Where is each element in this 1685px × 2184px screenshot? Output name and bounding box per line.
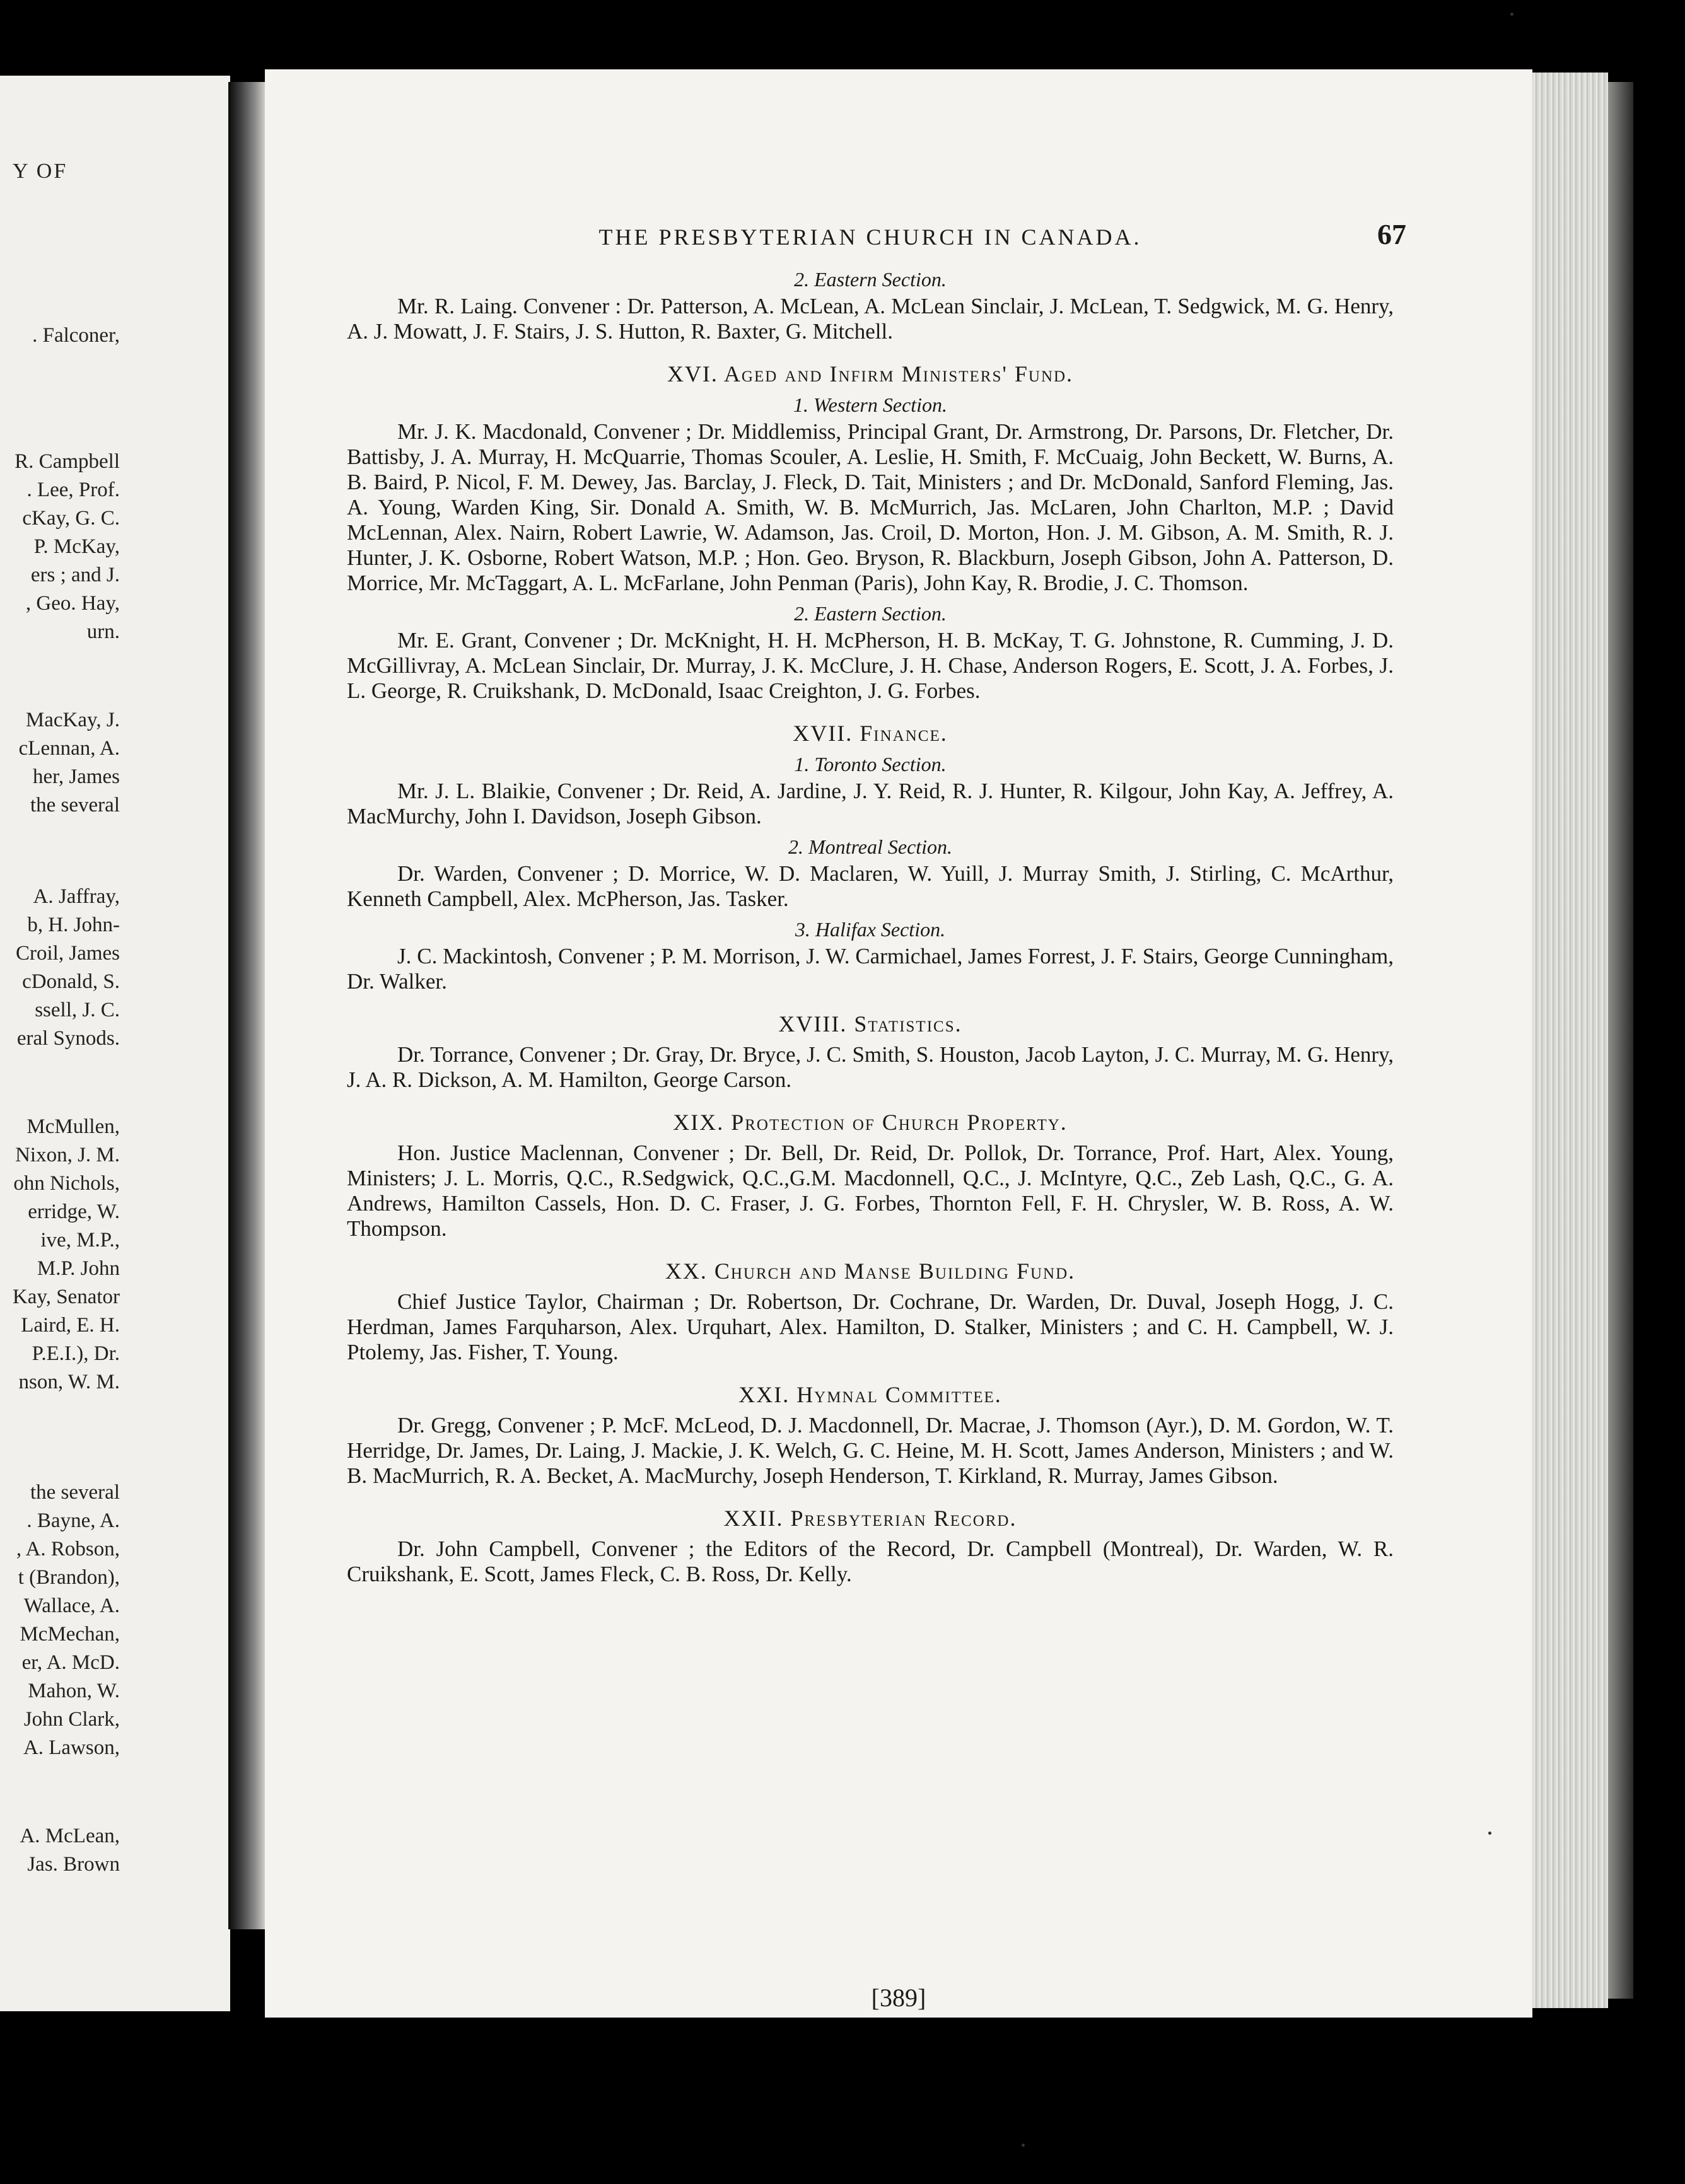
member-list-paragraph: Chief Justice Taylor, Chairman ; Dr. Robertson, Dr. Cochrane, Dr. Warden, Dr. Duval, Joseph Hogg, J. C. Herdman, James Farquharson, Alex. Urquhart, Alex. Hamilton, D. Stalker, Ministers ; and C. H. Campbell, W. J. Ptolemy, Jas. Fisher, T. Young. [347, 1289, 1394, 1364]
left-page-text-fragment: John Clark, [23, 1708, 120, 1731]
left-page-text-fragment: A. McLean, [20, 1825, 120, 1847]
left-page-text-fragment: er, A. McD. [21, 1651, 120, 1674]
left-page-text-fragment: Jas. Brown [27, 1853, 120, 1876]
scan-speck [1022, 2144, 1025, 2147]
book-gutter [228, 82, 266, 1929]
left-page-text-fragment: M.P. John [37, 1257, 120, 1280]
left-page-text-fragment: Wallace, A. [23, 1594, 120, 1617]
left-page-text-fragment: the several [30, 794, 120, 816]
left-page-text-fragment: Laird, E. H. [21, 1314, 120, 1337]
left-page-text-fragment: ssell, J. C. [35, 999, 120, 1021]
subsection-title: 1. Toronto Section. [794, 753, 947, 775]
left-page-text-fragment: ers ; and J. [30, 564, 120, 586]
left-page-text-fragment: cKay, G. C. [22, 507, 120, 530]
member-list-paragraph: Mr. R. Laing. Convener : Dr. Patterson, A. McLean, A. McLean Sinclair, J. McLean, T. Sedgwick, M. G. Henry, A. J. Mowatt, J. F. Stairs, J. S. Hutton, R. Baxter, G. Mitchell. [347, 294, 1394, 344]
subsection-title: 2. Montreal Section. [788, 835, 953, 858]
left-page-text-fragment: . Lee, Prof. [26, 479, 120, 501]
section-title: XVIII. Statistics. [778, 1011, 962, 1037]
left-page-text-fragment: , Geo. Hay, [25, 592, 120, 615]
left-page-text-fragment: Kay, Senator [12, 1286, 120, 1308]
left-page-text-fragment: t (Brandon), [18, 1566, 120, 1589]
left-page-text-fragment: cDonald, S. [22, 970, 120, 993]
left-page-text-fragment: MacKay, J. [25, 709, 120, 731]
page-edges [1532, 73, 1608, 2008]
left-page-text-fragment: nson, W. M. [18, 1371, 120, 1393]
left-page-text-fragment: McMechan, [20, 1623, 120, 1646]
left-page-text-fragment: , A. Robson, [16, 1538, 120, 1560]
member-list-paragraph: Dr. John Campbell, Convener ; the Editors of the Record, Dr. Campbell (Montreal), Dr. Warden, W. R. Cruikshank, E. Scott, James Fleck, C. B. Ross, Dr. Kelly. [347, 1536, 1394, 1586]
document-page [265, 69, 1532, 2018]
left-page-text-fragment: . Falconer, [32, 324, 120, 347]
page-content [347, 211, 1406, 1593]
scan-speck [1510, 13, 1513, 16]
left-page-text-fragment: Nixon, J. M. [15, 1144, 120, 1166]
section-title: XIX. Protection of Church Property. [673, 1110, 1068, 1135]
left-page-text-fragment: the several [30, 1481, 120, 1504]
member-list-paragraph: Dr. Warden, Convener ; D. Morrice, W. D. Maclaren, W. Yuill, J. Murray Smith, J. Stirling, C. McArthur, Kenneth Campbell, Alex. McPherson, Jas. Tasker. [347, 861, 1394, 911]
member-list-paragraph: Mr. J. K. Macdonald, Convener ; Dr. Middlemiss, Principal Grant, Dr. Armstrong, Dr. Parsons, Dr. Fletcher, Dr. Battisby, J. A. Murray, H. McQuarrie, Thomas Scouler, A. Leslie, H. Smith, F. McCuaig, John Beckett, W. Burns, A. B. Baird, P. Nicol, F. M. Dewey, Jas. Barclay, J. Fleck, D. Tait, Ministers ; and Dr. McDonald, Sanford Fleming, Jas. A. Young, Warden King, Sir. Donald A. Smith, W. B. McMurrich, Jas. McLaren, John Charlton, M.P. ; David McLennan, Alex. Nairn, Robert Lawrie, W. Adamson, Jas. Croil, D. Morton, Hon. J. M. Gibson, A. M. Smith, R. J. Hunter, J. K. Osborne, Robert Watson, M.P. ; Hon. Geo. Bryson, R. Blackburn, Joseph Gibson, John A. Patterson, D. Morrice, Mr. McTaggart, A. L. McFarlane, John Penman (Paris), John Kay, R. Brodie, J. C. Thomson. [347, 419, 1394, 595]
left-page-text-fragment: b, H. John- [27, 914, 120, 936]
section-title: XXI. Hymnal Committee. [738, 1382, 1002, 1407]
committee-list [347, 268, 1394, 1587]
member-list-paragraph: Dr. Torrance, Convener ; Dr. Gray, Dr. Bryce, J. C. Smith, S. Houston, Jacob Layton, J. C. Murray, M. G. Henry, J. A. R. Dickson, A. M. Hamilton, George Carson. [347, 1042, 1394, 1092]
member-list-paragraph: Dr. Gregg, Convener ; P. McF. McLeod, D. J. Macdonnell, Dr. Macrae, J. Thomson (Ayr.), D. M. Gordon, W. T. Herridge, Dr. James, Dr. Laing, J. Mackie, J. K. Welch, G. C. Heine, M. H. Scott, James Anderson, Ministers ; and W. B. MacMurrich, R. A. Becket, A. MacMurchy, Joseph Henderson, T. Kirkland, R. Murray, James Gibson. [347, 1413, 1394, 1488]
left-page-text-fragment: A. Jaffray, [33, 885, 120, 908]
page-number: 67 [1377, 218, 1406, 250]
scan-speck [1488, 1832, 1491, 1835]
section-title: XXII. Presbyterian Record. [723, 1506, 1017, 1531]
left-page-text-fragment: her, James [33, 765, 120, 788]
section-title: XX. Church and Manse Building Fund. [665, 1258, 1076, 1284]
left-page-text-fragment: Croil, James [16, 942, 120, 965]
left-page-text-fragment: urn. [86, 620, 120, 643]
section-title: XVII. Finance. [793, 721, 948, 746]
left-page-text-fragment: ohn Nichols, [13, 1172, 120, 1195]
left-page-text-fragment: . Bayne, A. [26, 1509, 120, 1532]
left-page-text-fragment: eral Synods. [16, 1027, 120, 1050]
member-list-paragraph: J. C. Mackintosh, Convener ; P. M. Morrison, J. W. Carmichael, James Forrest, J. F. Stairs, George Cunningham, Dr. Walker. [347, 944, 1394, 994]
subsection-title: 2. Eastern Section. [794, 268, 947, 291]
left-page-text-fragment: ive, M.P., [40, 1229, 120, 1252]
left-page-text-fragment: R. Campbell [15, 450, 120, 473]
left-page-text-fragment: P. McKay, [33, 535, 120, 558]
left-page-text-fragment: Y OF [13, 160, 68, 183]
running-head [347, 211, 1406, 262]
section-title: XVI. Aged and Infirm Ministers' Fund. [667, 361, 1074, 386]
running-title: THE PRESBYTERIAN CHURCH IN CANADA. [598, 224, 1142, 250]
member-list-paragraph: Mr. E. Grant, Convener ; Dr. McKnight, H. H. McPherson, H. B. McKay, T. G. Johnstone, R. Cumming, J. D. McGillivray, A. McLean Sinclair, Dr. Murray, J. K. McClure, J. H. Chase, Anderson Rogers, E. Scott, J. A. Forbes, J. L. George, R. Cruikshank, D. McDonald, Isaac Creighton, J. G. Forbes. [347, 628, 1394, 703]
previous-page-strip [0, 76, 230, 2011]
subsection-title: 2. Eastern Section. [794, 602, 947, 625]
left-page-text-fragment: A. Lawson, [23, 1736, 120, 1759]
left-page-text-fragment: P.E.I.), Dr. [32, 1342, 120, 1365]
member-list-paragraph: Mr. J. L. Blaikie, Convener ; Dr. Reid, A. Jardine, J. Y. Reid, R. J. Hunter, R. Kilgour, John Kay, A. Jeffrey, A. MacMurchy, John I. Davidson, Joseph Gibson. [347, 779, 1394, 828]
subsection-title: 1. Western Section. [793, 393, 948, 416]
book-edge-shadow [1608, 82, 1633, 1999]
left-page-text-fragment: McMullen, [26, 1115, 120, 1138]
subsection-title: 3. Halifax Section. [795, 918, 946, 941]
left-page-text-fragment: erridge, W. [28, 1200, 120, 1223]
member-list-paragraph: Hon. Justice Maclennan, Convener ; Dr. Bell, Dr. Reid, Dr. Pollok, Dr. Torrance, Prof. Hart, Alex. Young, Ministers; J. L. Morris, Q.C., R.Sedgwick, Q.C.,G.M. Macdonnell, Q.C., J. McIntyre, Q.C., Zeb Lash, Q.C., G. A. Andrews, Hamilton Cassels, Hon. D. C. Fraser, J. G. Forbes, Thornton Fell, F. H. Chrysler, W. B. Ross, A. W. Thompson. [347, 1141, 1394, 1241]
left-page-text-fragment: cLennan, A. [18, 737, 120, 760]
left-page-text-fragment: Mahon, W. [28, 1680, 120, 1702]
signature-mark: [389] [871, 1984, 926, 2012]
